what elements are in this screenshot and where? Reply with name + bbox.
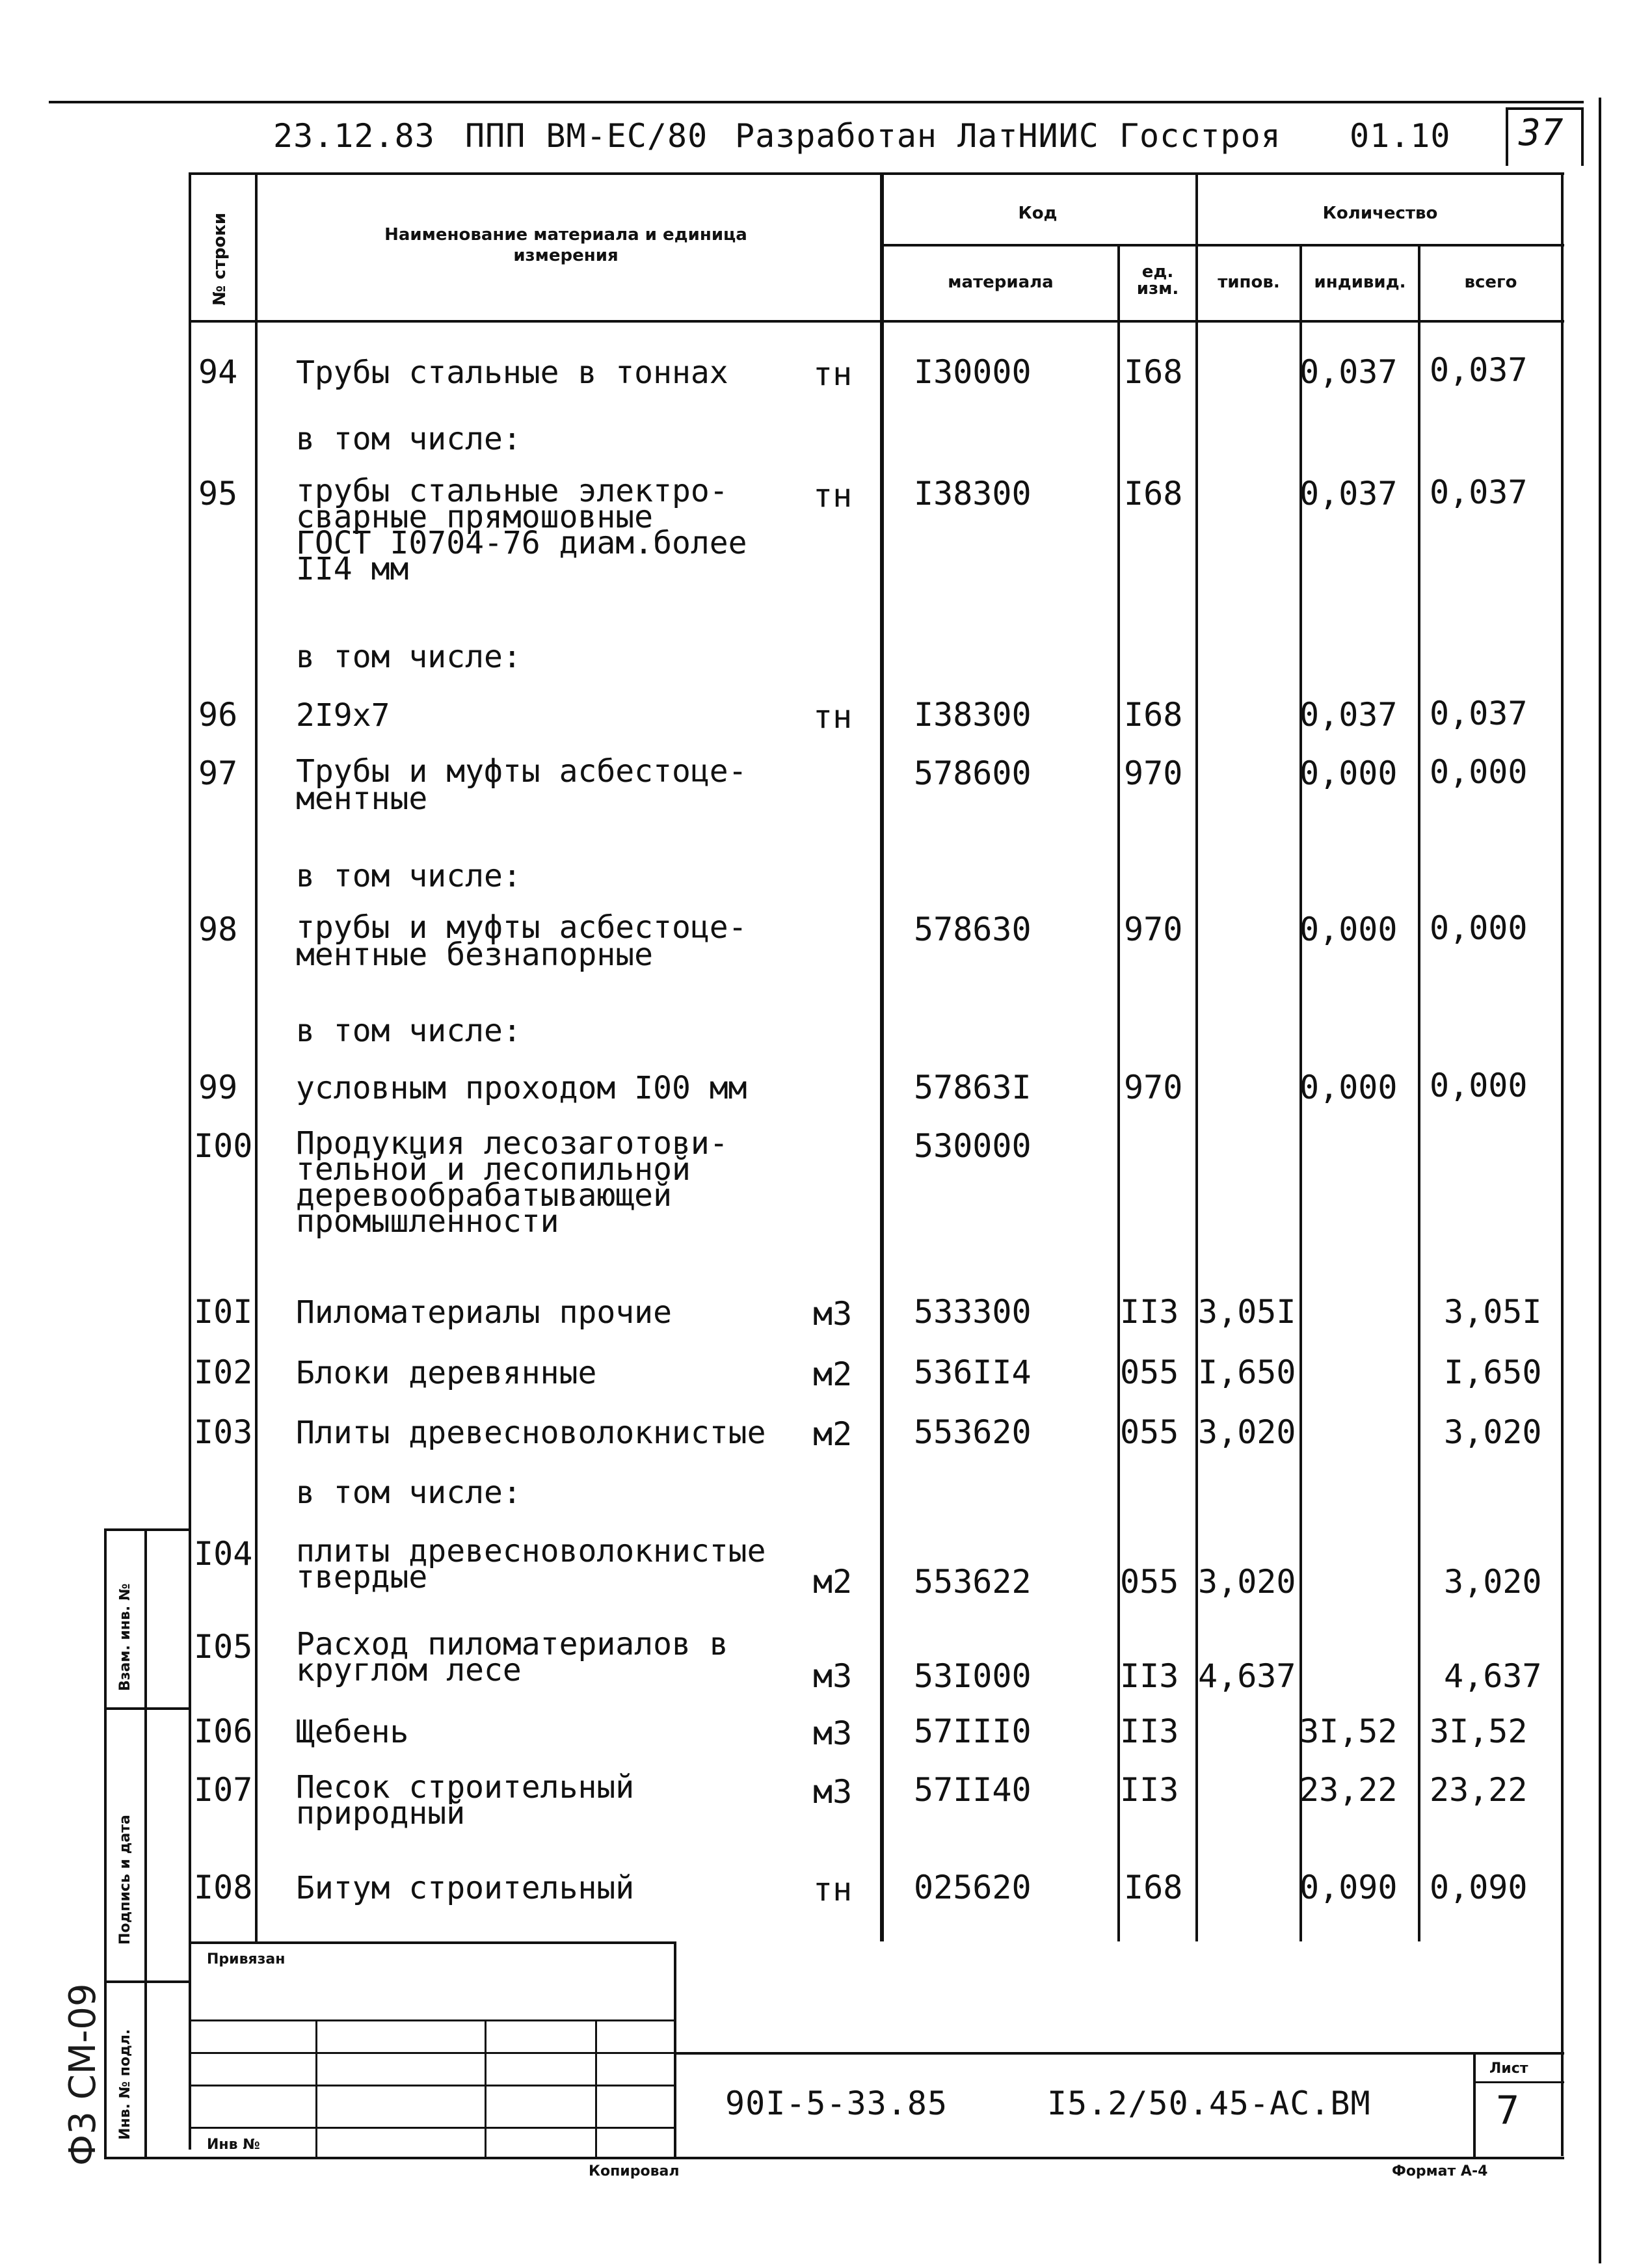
row-number: 95	[198, 475, 238, 513]
stamp-col-1	[315, 2019, 317, 2159]
row-material-code: 578600	[914, 754, 1032, 792]
col-sep-name	[880, 172, 884, 1941]
row-name: трубы и муфты асбестоце- ментные безнапорные	[296, 909, 747, 973]
row-number: 94	[198, 353, 238, 391]
row-material-code: 53I000	[914, 1657, 1032, 1695]
row-unit-code: II3	[1120, 1657, 1179, 1695]
stamp-format: Формат А-4	[1392, 2163, 1488, 2179]
handwritten-note: Ф3 СМ-09	[62, 1983, 104, 2166]
row-name: плиты древесноволокнистые твердые	[296, 1533, 766, 1595]
row-qty-total: 0,090	[1430, 1869, 1528, 1906]
row-unit: м3	[813, 1714, 853, 1752]
row-qty-typical: I,650	[1198, 1353, 1296, 1391]
top-rule	[49, 101, 1584, 103]
outer-right-rule	[1599, 98, 1601, 2263]
subgroup-label: в том числе:	[296, 1474, 522, 1511]
stamp-rule-4	[189, 2127, 676, 2129]
row-unit: тн	[813, 355, 853, 393]
margin-col	[144, 1528, 147, 2159]
row-material-code: 57II40	[914, 1771, 1032, 1809]
row-qty-individual: 0,037	[1299, 696, 1398, 734]
row-material-code: I38300	[914, 475, 1032, 513]
row-name: Битум строительный	[296, 1870, 635, 1906]
row-unit-code: 055	[1120, 1563, 1179, 1601]
header-name: Наименование материала и единица измерения	[384, 225, 747, 265]
stamp-doc-code: 90I-5-33.85	[725, 2085, 948, 2122]
row-unit-code: I68	[1124, 475, 1183, 513]
row-unit-code: 970	[1124, 754, 1183, 792]
stamp-rule-2	[189, 2052, 676, 2054]
row-number: 98	[198, 911, 238, 948]
row-number: I03	[194, 1413, 253, 1451]
stamp-sheet-code: I5.2/50.45-АС.ВМ	[1047, 2085, 1371, 2122]
row-name: Трубы стальные в тоннах	[296, 354, 728, 391]
row-qty-total: 0,000	[1430, 753, 1528, 791]
row-qty-total: 3,020	[1444, 1413, 1542, 1451]
stamp-mid-rule	[674, 2052, 1564, 2055]
stamp-sheet-box-rule	[1473, 2081, 1564, 2083]
row-name: трубы стальные электро- сварные прямошовные ГОСТ I0704-76 диам.более II4 мм	[296, 473, 747, 587]
row-number: 97	[198, 754, 238, 792]
stamp-bottom-rule	[189, 2157, 1564, 2159]
stamp-rule-1	[189, 2019, 676, 2021]
row-number: 99	[198, 1069, 238, 1106]
row-material-code: I30000	[914, 353, 1032, 391]
row-name: Продукция лесозаготови- тельной и лесопильной деревообрабатывающей промышленности	[296, 1125, 728, 1240]
row-material-code: 025620	[914, 1869, 1032, 1906]
header-qty-individual: индивид.	[1314, 273, 1406, 292]
row-qty-total: 3I,52	[1430, 1713, 1528, 1750]
header-subrule-qty	[1195, 244, 1564, 247]
row-qty-typical: 4,637	[1198, 1657, 1296, 1695]
margin-label-inv-podl: Инв. № подл.	[117, 2029, 133, 2140]
subgroup-label: в том числе:	[296, 639, 522, 675]
row-material-code: 553620	[914, 1413, 1032, 1451]
row-unit-code: 055	[1120, 1413, 1179, 1451]
row-unit: тн	[813, 1871, 853, 1908]
header-qty-group: Количество	[1322, 204, 1438, 223]
row-number: I07	[194, 1771, 253, 1809]
header-code-unit: ед. изм.	[1136, 262, 1179, 299]
header-row-no: № строки	[210, 212, 230, 306]
header-qty-typical: типов.	[1218, 273, 1280, 292]
header-code: 01.10	[1350, 117, 1451, 155]
row-unit: м2	[813, 1415, 853, 1453]
row-unit: м3	[813, 1773, 853, 1811]
header-date: 23.12.83	[273, 117, 435, 155]
row-name: Блоки деревянные	[296, 1355, 597, 1391]
row-unit-code: I68	[1124, 696, 1183, 734]
row-unit-code: I68	[1124, 1869, 1183, 1906]
subgroup-label: в том числе:	[296, 421, 522, 457]
row-number: I0I	[194, 1293, 253, 1331]
row-unit-code: I68	[1124, 353, 1183, 391]
row-material-code: 57863I	[914, 1069, 1032, 1106]
row-unit-code: 970	[1124, 911, 1183, 948]
row-unit: тн	[813, 477, 853, 514]
row-qty-individual: 0,000	[1299, 911, 1398, 948]
row-unit: м3	[813, 1295, 853, 1333]
row-qty-typical: 3,020	[1198, 1413, 1296, 1451]
row-qty-typical: 3,05I	[1198, 1293, 1296, 1331]
margin-label-podpis: Подпись и дата	[117, 1815, 133, 1945]
margin-rule-2	[104, 1980, 191, 1983]
row-qty-total: 0,000	[1430, 909, 1528, 947]
row-qty-total: 0,000	[1430, 1067, 1528, 1104]
header-bottom	[189, 320, 1564, 323]
row-number: I04	[194, 1535, 253, 1573]
stamp-sheet-box-left	[1473, 2052, 1476, 2159]
row-number: 96	[198, 696, 238, 734]
row-unit-code: II3	[1120, 1293, 1179, 1331]
row-material-code: 553622	[914, 1563, 1032, 1601]
header-developer: Разработан ЛатНИИС Госстроя	[735, 117, 1281, 155]
row-qty-individual: 0,090	[1299, 1869, 1398, 1906]
row-unit: тн	[813, 698, 853, 736]
row-qty-total: 23,22	[1430, 1771, 1528, 1809]
row-material-code: 536II4	[914, 1353, 1032, 1391]
subgroup-label: в том числе:	[296, 1013, 522, 1049]
margin-outer-left	[104, 1528, 107, 2159]
row-material-code: 578630	[914, 911, 1032, 948]
header-subrule-code	[880, 244, 1195, 247]
row-name: Пиломатериалы прочие	[296, 1294, 672, 1331]
row-qty-individual: 23,22	[1299, 1771, 1398, 1809]
row-name: 2I9x7	[296, 697, 390, 734]
row-qty-total: 4,637	[1444, 1657, 1542, 1695]
row-qty-typical: 3,020	[1198, 1563, 1296, 1601]
margin-top	[104, 1528, 191, 1531]
row-unit: м2	[813, 1355, 853, 1393]
stamp-inv-no: Инв №	[207, 2137, 260, 2153]
row-qty-total: 0,037	[1430, 351, 1528, 389]
row-qty-individual: 0,037	[1299, 353, 1398, 391]
header-code-group: Код	[1018, 204, 1058, 223]
margin-label-vzam: Взам. инв. №	[117, 1583, 133, 1691]
frame-top	[189, 172, 1564, 175]
row-material-code: 530000	[914, 1127, 1032, 1165]
col-sep-ind	[1418, 244, 1420, 1941]
row-qty-individual: 0,000	[1299, 754, 1398, 792]
row-qty-individual: 0,000	[1299, 1069, 1398, 1106]
frame-right	[1561, 172, 1564, 2156]
row-material-code: 533300	[914, 1293, 1032, 1331]
col-sep-rowno	[255, 172, 258, 1941]
row-name: условным проходом I00 мм	[296, 1070, 747, 1106]
row-unit: м3	[813, 1657, 853, 1695]
row-unit-code: II3	[1120, 1713, 1179, 1750]
stamp-sheet-no: 7	[1496, 2088, 1520, 2133]
row-unit-code: II3	[1120, 1771, 1179, 1809]
header-qty-total: всего	[1464, 273, 1517, 292]
row-material-code: 57III0	[914, 1713, 1032, 1750]
row-qty-total: 0,037	[1430, 473, 1528, 511]
row-number: I00	[194, 1127, 253, 1165]
row-number: I02	[194, 1353, 253, 1391]
row-qty-individual: 3I,52	[1299, 1713, 1398, 1750]
row-number: I08	[194, 1869, 253, 1906]
frame-left	[189, 172, 191, 2150]
stamp-top-left	[189, 1941, 676, 1944]
header-code-material: материала	[948, 273, 1054, 292]
row-number: I05	[194, 1628, 253, 1666]
row-name: Песок строительный природный	[296, 1769, 635, 1832]
margin-rule-1	[104, 1707, 191, 1710]
row-name: Трубы и муфты асбестоце- ментные	[296, 753, 747, 817]
row-name: Плиты древесноволокнистые	[296, 1415, 766, 1451]
row-qty-total: I,650	[1444, 1353, 1542, 1391]
row-unit-code: 055	[1120, 1353, 1179, 1391]
row-qty-total: 0,037	[1430, 695, 1528, 732]
header-doc: ППП ВМ-ЕС/80	[465, 117, 708, 155]
stamp-col-2	[485, 2019, 486, 2159]
stamp-col-3	[595, 2019, 597, 2159]
row-qty-individual: 0,037	[1299, 475, 1398, 513]
row-name: Щебень	[296, 1714, 409, 1750]
row-material-code: I38300	[914, 696, 1032, 734]
row-qty-total: 3,020	[1444, 1563, 1542, 1601]
row-unit: м2	[813, 1563, 853, 1601]
row-unit-code: 970	[1124, 1069, 1183, 1106]
margin-bottom	[104, 2157, 191, 2159]
row-qty-total: 3,05I	[1444, 1293, 1542, 1331]
row-name: Расход пиломатериалов в круглом лесе	[296, 1626, 728, 1688]
subgroup-label: в том числе:	[296, 858, 522, 894]
stamp-rule-3	[189, 2085, 676, 2086]
stamp-privyazan: Привязан	[207, 1951, 286, 1967]
row-number: I06	[194, 1713, 253, 1750]
stamp-kopiroval: Копировал	[589, 2163, 680, 2179]
page-number: 37	[1519, 112, 1564, 154]
stamp-sheet-label: Лист	[1489, 2060, 1528, 2077]
